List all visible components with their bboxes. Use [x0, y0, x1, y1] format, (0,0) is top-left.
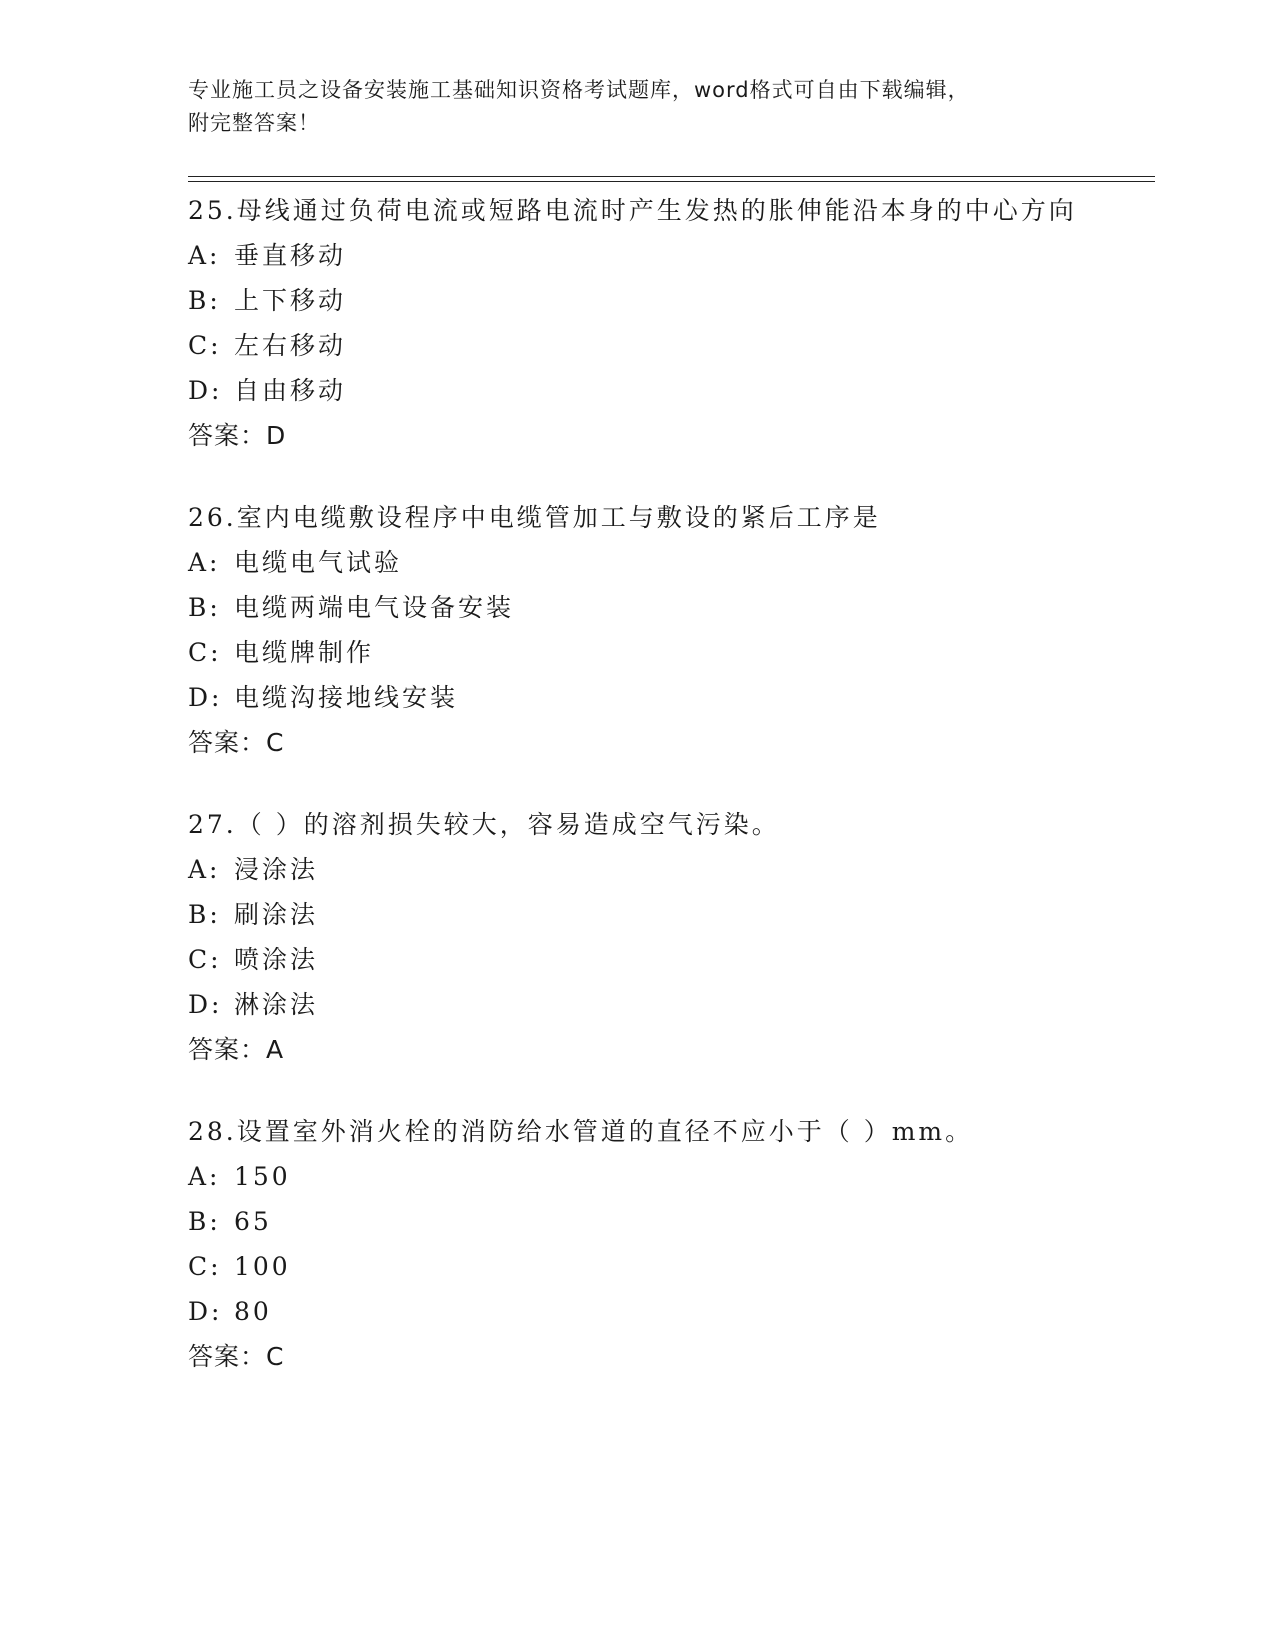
option-text: 上下移动	[234, 286, 347, 315]
question-27	[188, 802, 1088, 1072]
option-c	[188, 937, 1088, 982]
option-text: 浸涂法	[234, 855, 319, 884]
document-header	[188, 74, 1068, 140]
option-a	[188, 540, 1088, 585]
option-d	[188, 368, 1088, 413]
question-26	[188, 495, 1088, 765]
option-text: 电缆两端电气设备安装	[234, 593, 515, 622]
option-key: C:	[188, 945, 222, 974]
question-stem: 28.设置室外消火栓的消防给水管道的直径不应小于（ ）mm。	[188, 1117, 974, 1146]
option-a	[188, 847, 1088, 892]
option-text: 刷涂法	[234, 900, 319, 929]
option-d	[188, 1289, 1088, 1334]
option-key: B:	[188, 1207, 221, 1236]
option-text: 65	[234, 1207, 272, 1236]
question-25	[188, 188, 1088, 458]
option-a	[188, 233, 1088, 278]
answer-line: 答案：C	[188, 728, 285, 757]
option-key: D:	[188, 376, 223, 405]
option-key: D:	[188, 1297, 223, 1326]
option-text: 喷涂法	[234, 945, 319, 974]
answer-line: 答案：D	[188, 421, 287, 450]
option-d	[188, 982, 1088, 1027]
question-stem: 27.（ ）的溶剂损失较大，容易造成空气污染。	[188, 810, 780, 839]
header-line-2: 附完整答案！	[188, 111, 320, 135]
answer-line: 答案：C	[188, 1342, 285, 1371]
option-text: 电缆沟接地线安装	[234, 683, 459, 712]
option-c	[188, 1244, 1088, 1289]
answer-line: 答案：A	[188, 1035, 285, 1064]
option-key: A:	[188, 241, 221, 270]
option-key: C:	[188, 638, 222, 667]
option-key: B:	[188, 900, 221, 929]
option-text: 左右移动	[234, 331, 347, 360]
option-c	[188, 323, 1088, 368]
option-c	[188, 630, 1088, 675]
question-stem: 26.室内电缆敷设程序中电缆管加工与敷设的紧后工序是	[188, 503, 881, 532]
option-key: A:	[188, 548, 221, 577]
option-text: 电缆牌制作	[234, 638, 375, 667]
option-text: 100	[234, 1252, 291, 1281]
option-b	[188, 278, 1088, 323]
option-key: B:	[188, 286, 221, 315]
option-a	[188, 1154, 1088, 1199]
option-key: A:	[188, 1162, 221, 1191]
option-key: D:	[188, 683, 223, 712]
option-key: D:	[188, 990, 223, 1019]
option-b	[188, 585, 1088, 630]
option-key: C:	[188, 331, 222, 360]
option-key: B:	[188, 593, 221, 622]
option-text: 电缆电气试验	[234, 548, 403, 577]
question-list	[188, 188, 1088, 1416]
option-text: 垂直移动	[234, 241, 347, 270]
option-d	[188, 675, 1088, 720]
option-key: C:	[188, 1252, 222, 1281]
header-divider-bottom	[188, 181, 1155, 182]
option-b	[188, 1199, 1088, 1244]
option-text: 80	[234, 1297, 272, 1326]
option-text: 自由移动	[234, 376, 347, 405]
question-stem: 25.母线通过负荷电流或短路电流时产生发热的胀伸能沿本身的中心方向	[188, 196, 1077, 225]
option-key: A:	[188, 855, 221, 884]
header-line-1: 专业施工员之设备安装施工基础知识资格考试题库，word格式可自由下载编辑，	[188, 78, 970, 102]
question-28	[188, 1109, 1088, 1379]
header-divider-top	[188, 176, 1155, 177]
option-b	[188, 892, 1088, 937]
option-text: 150	[234, 1162, 291, 1191]
option-text: 淋涂法	[234, 990, 319, 1019]
